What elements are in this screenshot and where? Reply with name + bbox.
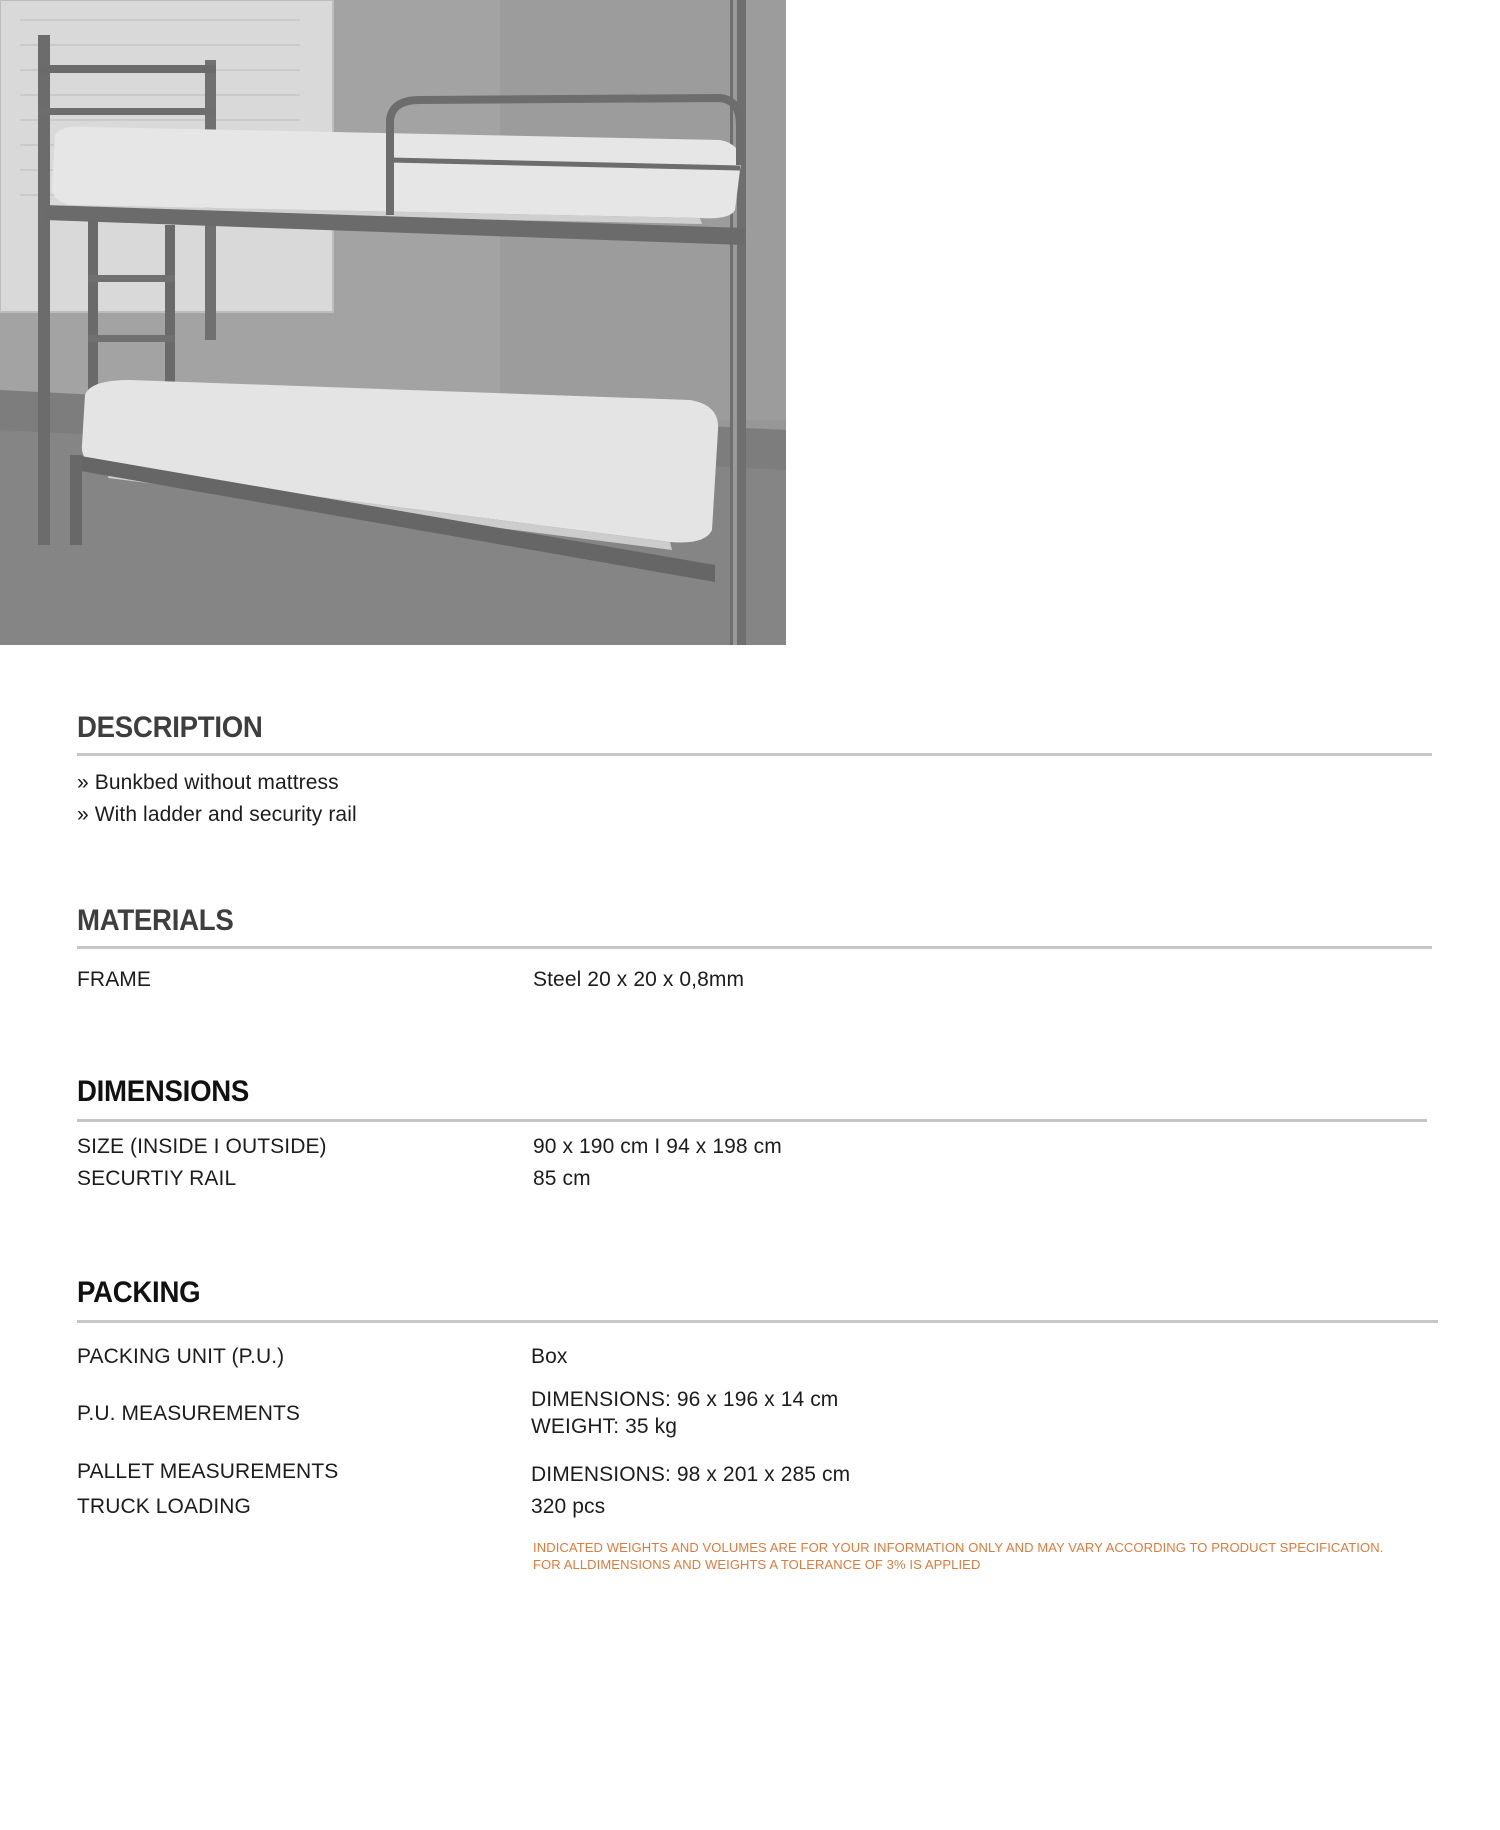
pallet-measurements-value: DIMENSIONS: 98 x 201 x 285 cm — [531, 1463, 851, 1486]
product-photo — [0, 0, 786, 645]
packing-heading: PACKING — [77, 1276, 201, 1309]
truck-loading-value: 320 pcs — [531, 1495, 606, 1518]
dimensions-section — [77, 1069, 1433, 1209]
packing-unit-label: PACKING UNIT (P.U.) — [77, 1345, 285, 1368]
size-label: SIZE (INSIDE I OUTSIDE) — [77, 1135, 327, 1158]
pu-measurements-label: P.U. MEASUREMENTS — [77, 1402, 301, 1425]
description-heading: DESCRIPTION — [77, 711, 263, 744]
materials-heading: MATERIALS — [77, 904, 234, 937]
description-line-1: » Bunkbed without mattress — [77, 771, 339, 794]
pallet-measurements-label: PALLET MEASUREMENTS — [77, 1460, 339, 1483]
disclaimer-line-1: INDICATED WEIGHTS AND VOLUMES ARE FOR YOUR INFORMATION ONLY AND MAY VARY ACCORDING TO PRODUCT SPECIFICATION. — [533, 1540, 1384, 1555]
disclaimer-line-2: FOR ALLDIMENSIONS AND WEIGHTS A TOLERANCE OF 3% IS APPLIED — [533, 1557, 981, 1572]
dimensions-divider — [77, 1119, 1427, 1122]
truck-loading-label: TRUCK LOADING — [77, 1495, 251, 1518]
frame-value: Steel 20 x 20 x 0,8mm — [533, 968, 745, 991]
materials-divider — [77, 946, 1432, 949]
frame-label: FRAME — [77, 968, 151, 991]
description-section — [77, 705, 1433, 835]
pu-dimensions-value: DIMENSIONS: 96 x 196 x 14 cm — [531, 1388, 839, 1411]
security-rail-label: SECURTIY RAIL — [77, 1167, 237, 1190]
packing-unit-value: Box — [531, 1345, 568, 1368]
materials-section — [77, 898, 1433, 1008]
security-rail-value: 85 cm — [533, 1167, 591, 1190]
description-line-2: » With ladder and security rail — [77, 803, 357, 826]
dimensions-heading: DIMENSIONS — [77, 1075, 250, 1108]
packing-divider — [77, 1320, 1438, 1323]
size-value: 90 x 190 cm I 94 x 198 cm — [533, 1135, 782, 1158]
pu-weight-value: WEIGHT: 35 kg — [531, 1415, 678, 1438]
description-divider — [77, 753, 1432, 756]
